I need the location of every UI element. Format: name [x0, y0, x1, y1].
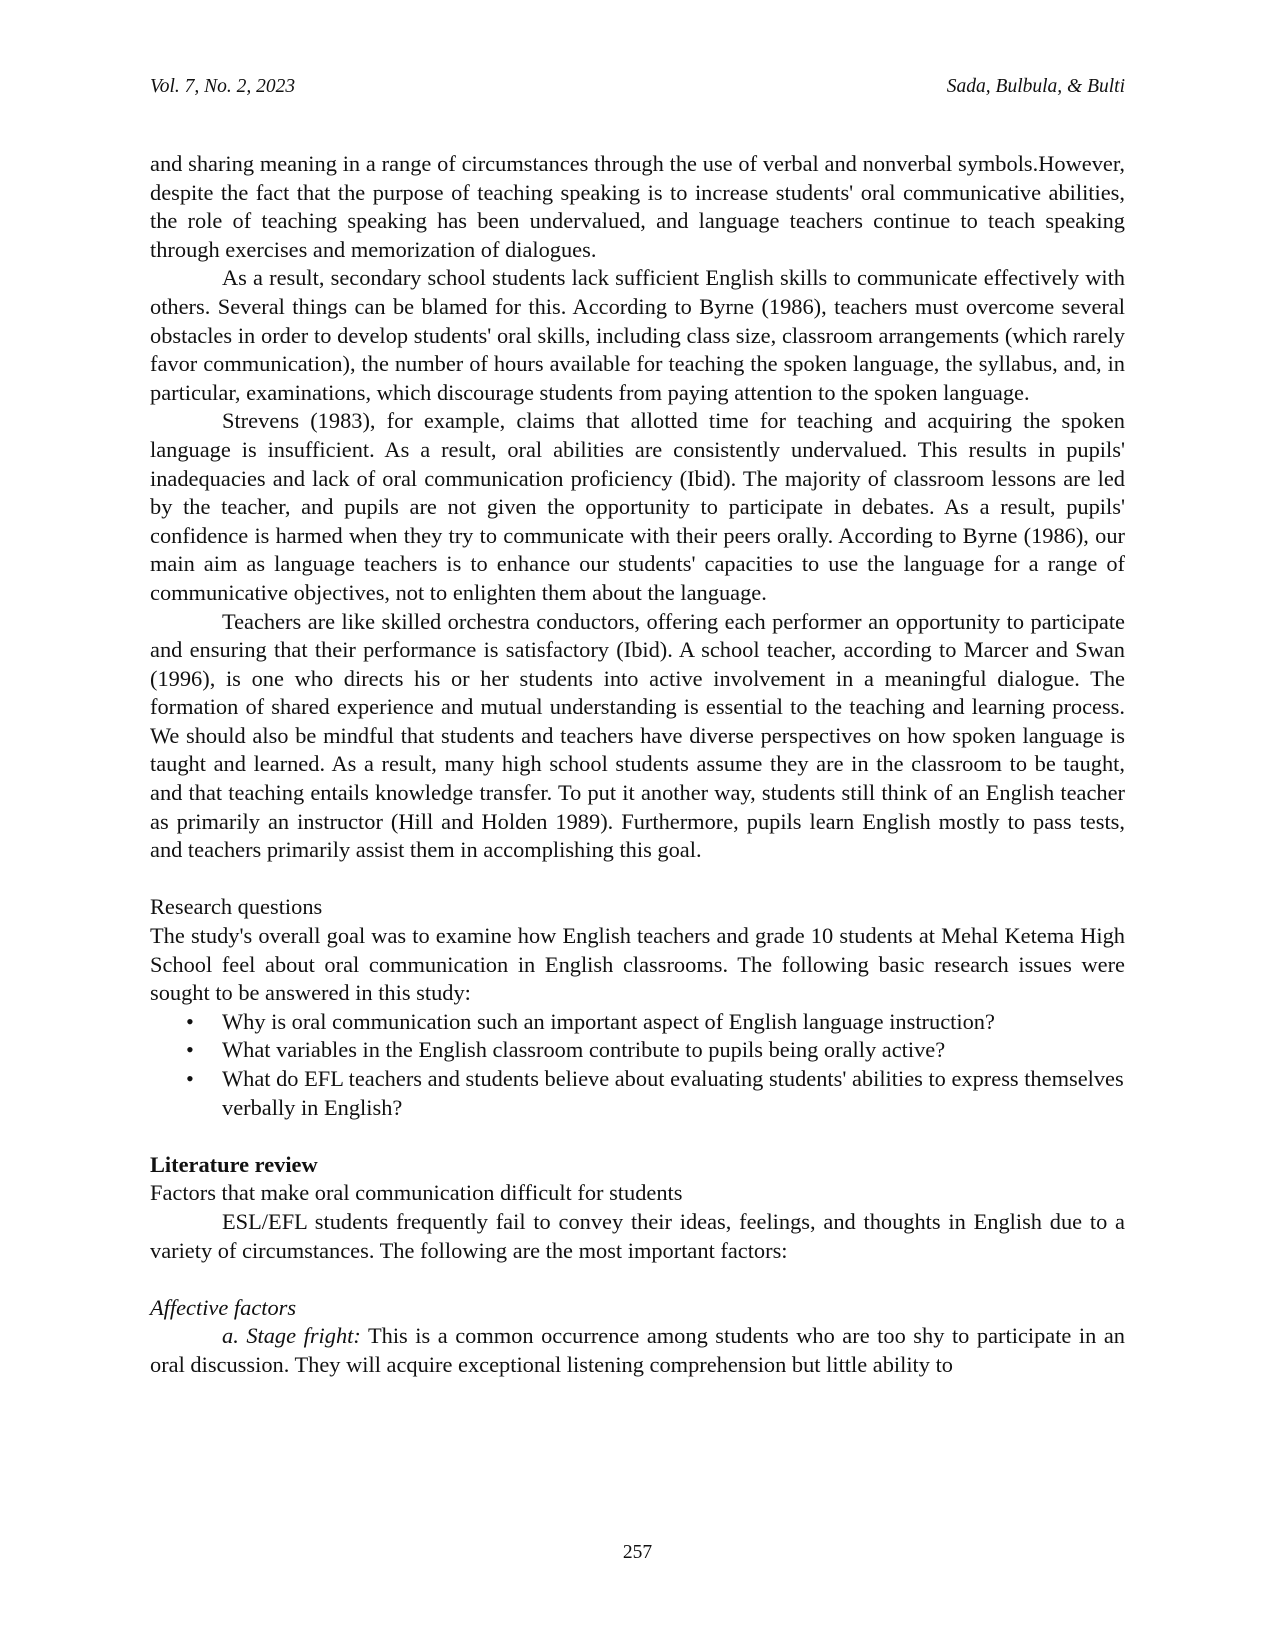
page-body	[150, 150, 1125, 1380]
question-text: What variables in the English classroom contribute to pupils being orally active?	[222, 1037, 946, 1063]
affective-factors-heading: Affective factors	[150, 1294, 297, 1320]
research-questions-heading: Research questions	[150, 894, 323, 920]
list-item	[150, 1065, 1125, 1122]
stage-fright-label: a. Stage fright:	[222, 1323, 361, 1349]
paragraph-byrne: As a result, secondary school students lack sufficient English skills to communicate effectively with others. Several things can be blamed for this. According to Byrne (1986), teachers must overcome several obstacles in order to develop students' oral skills, including class size, classroom arrangements (which rarely favor communication), the number of hours available for teaching the spoken language, the syllabus, and, in particular, examinations, which discourage students from paying attention to the spoken language.	[150, 265, 1125, 405]
paragraph-factors: ESL/EFL students frequently fail to convey their ideas, feelings, and thoughts in English due to a variety of circumstances. The following are the most important factors:	[150, 1208, 1125, 1263]
bullet-icon: •	[186, 1037, 194, 1063]
bullet-icon: •	[186, 1066, 194, 1091]
journal-volume: Vol. 7, No. 2, 2023	[150, 76, 296, 97]
paragraph-teachers: Teachers are like skilled orchestra conductors, offering each performer an opportunity to participate and ensuring that their performance is satisfactory (Ibid). A school teacher, according to Marcer and Swan (1996), is one who directs his or her students into active involvement in a meaningful dialogue. The formation of shared experience and mutual understanding is essential to the teaching and learning process. We should also be mindful that students and teachers have diverse perspectives on how spoken language is taught and learned. As a result, many high school students assume they are in the classroom to be taught, and that teaching entails knowledge transfer. To put it another way, students still think of an English teacher as primarily an instructor (Hill and Holden 1989). Furthermore, pupils learn English mostly to pass tests, and teachers primarily assist them in accomplishing this goal.	[150, 608, 1125, 863]
spacer	[150, 1265, 1125, 1294]
paragraph-continuation: and sharing meaning in a range of circumstances through the use of verbal and nonverbal symbols.However, despite the fact that the purpose of teaching speaking is to increase students' oral communicative abilities, the role of teaching speaking has been undervalued, and language teachers continue to teach speaking through exercises and memorization of dialogues.	[150, 151, 1125, 262]
list-item	[150, 1036, 1125, 1065]
research-intro: The study's overall goal was to examine how English teachers and grade 10 students at Mehal Ketema High School feel about oral communication in English classrooms. The following basic research issues were sought to be answered in this study:	[150, 923, 1125, 1006]
author-names: Sada, Bulbula, & Bulti	[946, 76, 1125, 97]
bullet-icon: •	[186, 1008, 194, 1034]
paragraph-strevens: Strevens (1983), for example, claims that allotted time for teaching and acquiring the spoken language is insufficient. As a result, oral abilities are consistently undervalued. This results in pupils' inadequacies and lack of oral communication proficiency (Ibid). The majority of classroom lessons are led by the teacher, and pupils are not given the opportunity to participate in debates. As a result, pupils' confidence is harmed when they try to communicate with their peers orally. According to Byrne (1986), our main aim as language teachers is to enhance our students' capacities to use the language for a range of communicative objectives, not to enlighten them about the language.	[150, 408, 1125, 605]
running-header	[150, 76, 1125, 104]
question-text: Why is oral communication such an important aspect of English language instruction?	[222, 1008, 995, 1034]
stage-fright-text: This is a common occurrence among students who are too shy to participate in an oral discussion. They will acquire exceptional listening comprehension but little ability to	[150, 1323, 1125, 1377]
page-number: 257	[622, 1542, 653, 1563]
question-text: What do EFL teachers and students believe about evaluating students' abilities to express themselves verbally in English?	[222, 1066, 1124, 1120]
list-item	[150, 1008, 1125, 1037]
spacer	[150, 865, 1125, 894]
paragraph-stage-fright	[150, 1322, 1125, 1379]
literature-subheading: Factors that make oral communication difficult for students	[150, 1180, 683, 1206]
research-questions-list	[150, 1008, 1125, 1122]
spacer	[150, 1122, 1125, 1151]
literature-review-heading: Literature review	[150, 1151, 318, 1177]
